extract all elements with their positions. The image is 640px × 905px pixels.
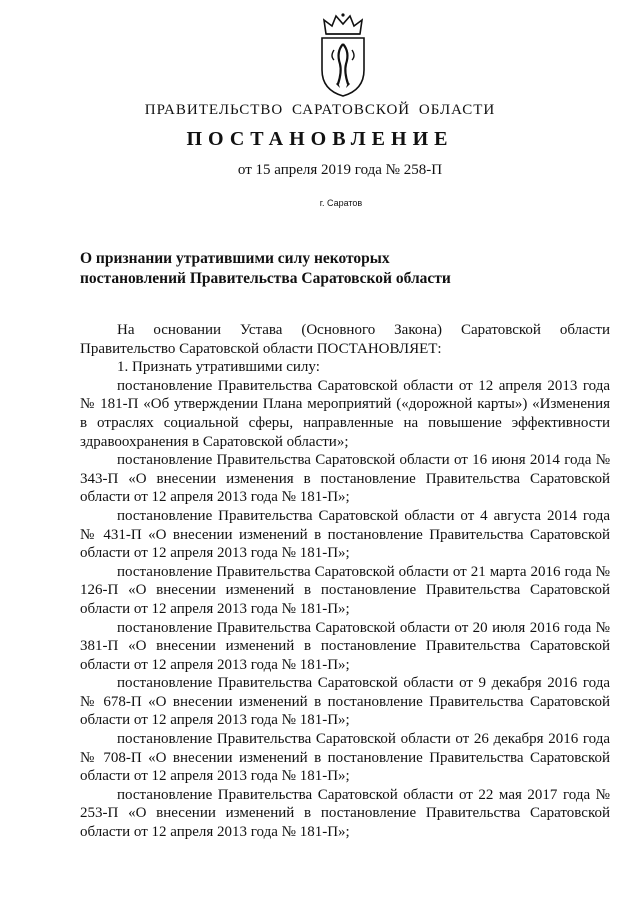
repealed-decree-item: постановление Правительства Саратовской области от 20 июля 2016 года № 381-П «О внесении изменений в постановление Правительства Саратовской области от 12 апреля 2013 года № 181-П»; xyxy=(80,619,610,673)
decree-date-number: от 15 апреля 2019 года № 258-П xyxy=(237,162,443,178)
repealed-decree-item: постановление Правительства Саратовской области от 9 декабря 2016 года № 678-П «О внесении изменений в постановление Правительства Саратовской области от 12 апреля 2013 года № 181-П»; xyxy=(80,675,610,729)
decree-title xyxy=(80,249,600,289)
decree-title-line: О признании утратившими силу некоторых xyxy=(80,250,390,267)
item-heading: 1. Признать утратившими силу: xyxy=(117,359,320,376)
decree-title-line: постановлений Правительства Саратовской области xyxy=(80,270,451,287)
repealed-decree-item: постановление Правительства Саратовской области от 21 марта 2016 года № 126-П «О внесении изменений в постановление Правительства Саратовской области от 12 апреля 2013 года № 181-П»; xyxy=(80,563,610,617)
repealed-decree-item: постановление Правительства Саратовской области от 26 декабря 2016 года № 708-П «О внесении изменений в постановление Правительства Саратовской области от 12 апреля 2013 года № 181-П»; xyxy=(80,731,610,785)
government-name: ПРАВИТЕЛЬСТВО САРАТОВСКОЙ ОБЛАСТИ xyxy=(144,102,496,118)
repealed-decree-item: постановление Правительства Саратовской области от 4 августа 2014 года № 431-П «О внесении изменений в постановление Правительства Саратовской области от 12 апреля 2013 года № 181-П»; xyxy=(80,507,610,562)
decree-body xyxy=(80,321,610,842)
repealed-decree-item: постановление Правительства Саратовской области от 16 июня 2014 года № 343-П «О внесении изменения в постановление Правительства Саратовской области от 12 апреля 2013 года № 181-П»; xyxy=(80,452,610,506)
repealed-decree-item: постановление Правительства Саратовской области от 22 мая 2017 года № 253-П «О внесении изменений в постановление Правительства Саратовской области от 12 апреля 2013 года № 181-П»; xyxy=(80,786,610,841)
saratov-coat-of-arms-icon xyxy=(312,12,374,98)
city-label: г. Саратов xyxy=(319,198,363,208)
repealed-decree-item: постановление Правительства Саратовской области от 12 апреля 2013 года № 181-П «Об утверждении Плана мероприятий («дорожной карты») «Изменения в отраслях социальной сферы, направленные на повышение эффективности здравоохранения в Саратовской области»; xyxy=(80,377,610,450)
intro-paragraph: На основании Устава (Основного Закона) Саратовской области Правительство Саратовской области ПОСТАНОВЛЯЕТ: xyxy=(80,322,610,357)
document-type: ПОСТАНОВЛЕНИЕ xyxy=(186,128,454,150)
